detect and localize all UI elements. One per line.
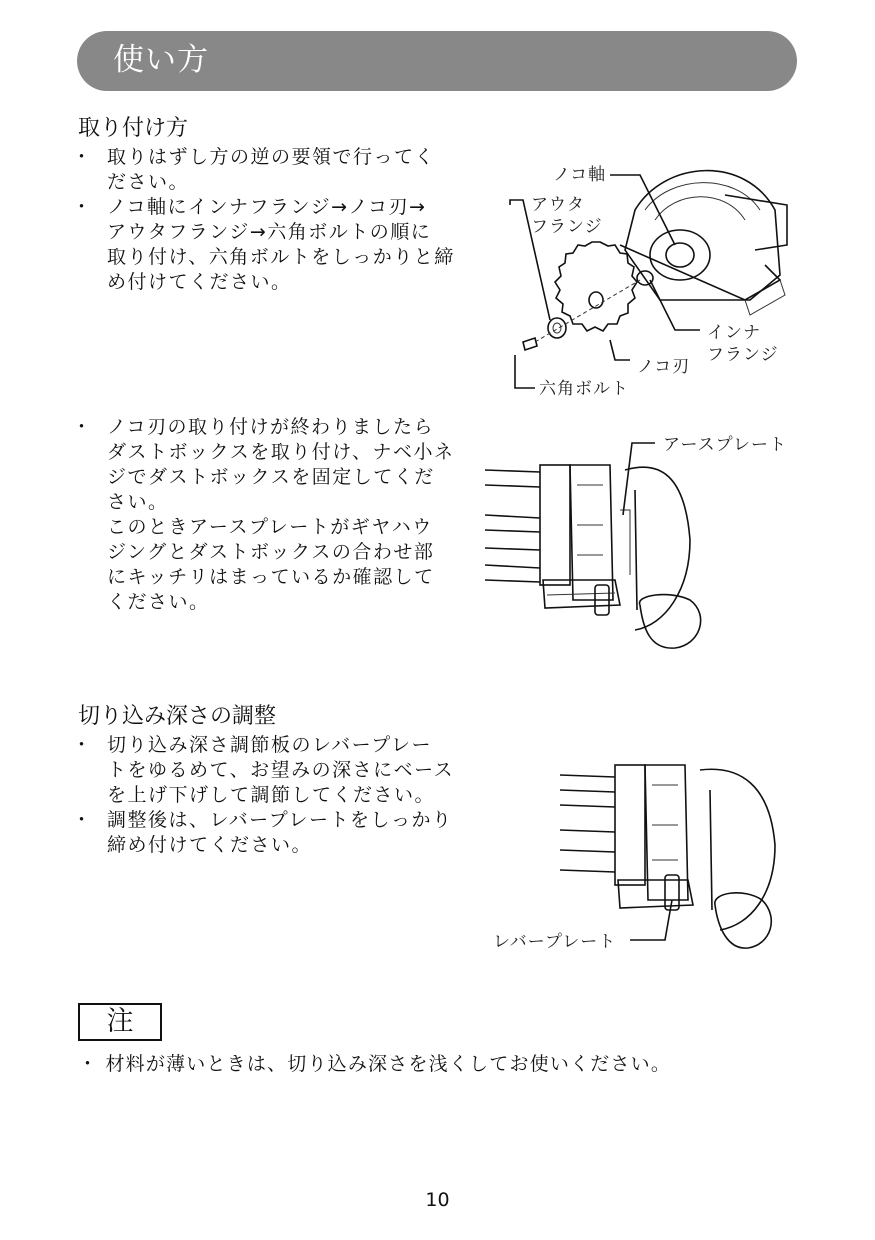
- saw-body-drawing: [620, 171, 787, 315]
- cut-depth-list: [78, 733, 478, 858]
- label-saw-blade: ノコ刃: [637, 357, 691, 377]
- list-item: ・ ノコ軸にインナフランジ→ノコ刃→ アウタフランジ→六角ボルトの順に 取り付け、六角ボルトをしっかりと締 め付けてください。: [78, 195, 478, 295]
- page-number: 10: [425, 1189, 450, 1211]
- saw-side-view-drawing: [560, 765, 775, 948]
- banner-title: 使い方: [113, 42, 209, 78]
- label-earth-plate: アースプレート: [663, 435, 787, 455]
- hex-bolt-drawing: [523, 338, 537, 350]
- label-outer-flange: アウタフランジ: [531, 195, 603, 237]
- label-lever-plate: レバープレート: [493, 932, 617, 952]
- dust-box-list: [78, 415, 478, 515]
- saw-side-view-drawing: [485, 465, 701, 648]
- blade-assembly-illustration: [495, 150, 795, 410]
- lever-plate-illustration: [490, 760, 790, 960]
- note-label: 注: [78, 1003, 162, 1041]
- heading-cut-depth: 切り込み深さの調整: [78, 704, 277, 729]
- earth-plate-illustration: [485, 430, 795, 660]
- list-item: ・ 調整後は、レバープレートをしっかり 締め付けてください。: [78, 808, 478, 858]
- dust-box-continuation: このときアースプレートがギヤハウ ジングとダストボックスの合わせ部 にキッチリはまっているか確認して ください。: [107, 516, 435, 613]
- installation-list: [78, 145, 478, 295]
- outer-flange-drawing: [548, 318, 566, 338]
- saw-blade-drawing: [555, 242, 637, 331]
- note-text: ・ 材料が薄いときは、切り込み深さを浅くしてお使いください。: [78, 1053, 672, 1075]
- list-item: ・ 切り込み深さ調節板のレバープレー トをゆるめて、お望みの深さにベース を上げ下げして調節してください。: [78, 733, 478, 808]
- list-item: ・ ノコ刃の取り付けが終わりましたら ダストボックスを取り付け、ナベ小ネ ジでダストボックスを固定してくだ さい。: [78, 415, 478, 515]
- heading-installation: 取り付け方: [78, 116, 189, 141]
- label-hex-bolt: 六角ボルト: [539, 379, 629, 399]
- label-saw-shaft: ノコ軸: [553, 165, 607, 185]
- section-banner: [77, 31, 797, 91]
- label-inner-flange: インナフランジ: [707, 323, 779, 365]
- list-item: ・ 取りはずし方の逆の要領で行ってく ださい。: [78, 145, 478, 195]
